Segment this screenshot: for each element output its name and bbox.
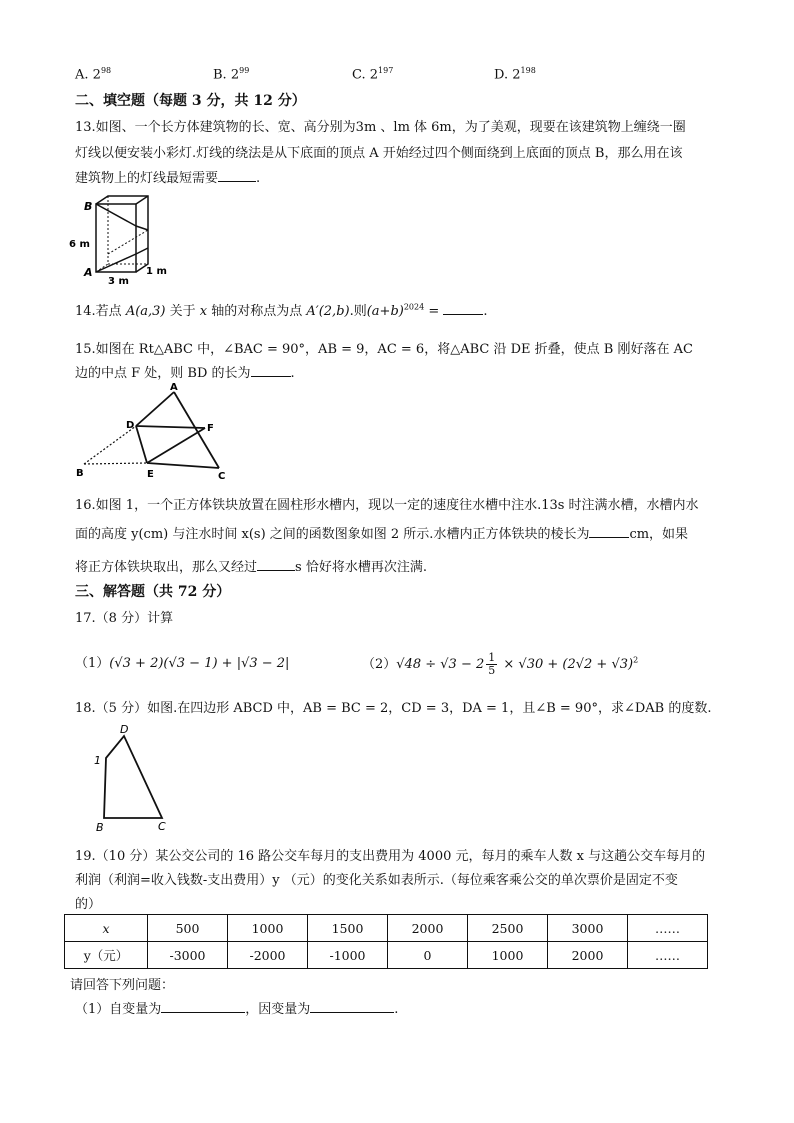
label-a: A xyxy=(170,382,178,393)
option-a: A. $2^{98}$ xyxy=(75,66,112,83)
q14-line: 14.若点 A(a,3) 关于 x 轴的对称点为点 A′(2,b).则$(a+b)^{2024}$ = . xyxy=(75,302,488,319)
segment-da xyxy=(136,392,174,426)
wire-segment-1 xyxy=(96,254,136,272)
q19-line2: 利润（利润=收入钱数-支出费用）y （元）的变化关系如表所示.（每位乘客乘公交的单次票价是固定不变 xyxy=(75,873,678,888)
table-cell: 1000 xyxy=(468,942,548,969)
label-b: B xyxy=(76,468,84,479)
triangle-fold-figure xyxy=(76,384,236,482)
table-cell: 3000 xyxy=(548,915,628,942)
label-a: 1 xyxy=(94,754,101,767)
q16-line3: 将正方体铁块取出，那么又经过 s 恰好将水槽再次注满. xyxy=(75,560,427,575)
q16-line2: 面的高度 y(cm) 与注水时间 x(s) 之间的函数图象如图 2 所示.水槽内正方体铁块的棱长为 cm，如果 xyxy=(75,527,689,542)
table-cell: -2000 xyxy=(228,942,308,969)
q19-line3: 的） xyxy=(75,897,102,912)
q17-title: 17.（8 分）计算 xyxy=(75,611,174,626)
wire-segment-2 xyxy=(136,248,148,254)
table-head-x: x xyxy=(65,915,148,942)
table-cell: 1500 xyxy=(308,915,388,942)
quadrilateral-abcd xyxy=(104,736,162,818)
label-e: E xyxy=(147,469,154,480)
table-row xyxy=(65,915,708,942)
q17-part2: （2）√48 ÷ √3 − 2 $\frac{1}{5}$ × $√30 + (2√2 + √3)^2$ xyxy=(362,651,639,677)
segment-ec xyxy=(147,463,219,468)
label-b: B xyxy=(84,200,93,213)
segment-de xyxy=(136,426,147,463)
label-c: C xyxy=(218,471,226,482)
q17-part1: （1）(√3 + 2)(√3 − 1) + |√3 − 2| xyxy=(75,656,290,671)
table-row xyxy=(65,942,708,969)
label-c: C xyxy=(158,820,166,833)
label-length: 3 m xyxy=(108,276,129,287)
table-head-y: y（元） xyxy=(65,942,148,969)
q19-table xyxy=(64,914,708,969)
q13-line3: 建筑物上的灯线最短需要 . xyxy=(75,171,261,186)
q17-fraction: $\frac{1}{5}$ xyxy=(488,651,496,677)
option-d: D. $2^{198}$ xyxy=(494,66,536,83)
label-d: D xyxy=(126,420,135,431)
table-cell: 500 xyxy=(148,915,228,942)
q16-line1: 16.如图 1，一个正方体铁块放置在圆柱形水槽内，现以一定的速度往水槽中注水.13s 时注满水槽，水槽内水 xyxy=(75,498,699,513)
q13-line2: 灯线以便安装小彩灯.灯线的绕法是从下底面的顶点 A 开始经过四个侧面绕到上底面的顶点 B，那么用在该 xyxy=(75,146,683,161)
option-b: B. $2^{99}$ xyxy=(213,66,250,83)
segment-bd-dashed xyxy=(84,426,136,464)
q19-prompt: 请回答下列问题： xyxy=(70,978,175,993)
table-cell: 2000 xyxy=(388,915,468,942)
table-cell: …… xyxy=(628,915,708,942)
table-cell: -3000 xyxy=(148,942,228,969)
label-a: A xyxy=(84,266,93,279)
table-cell: 2500 xyxy=(468,915,548,942)
table-cell: -1000 xyxy=(308,942,388,969)
option-c: C. $2^{197}$ xyxy=(352,66,394,83)
quadrilateral-figure xyxy=(90,722,180,832)
q13-line1: 13.如图、一个长方体建筑物的长、宽、高分别为3m 、lm 体 6m，为了美观，现要在该建筑物上缠绕一圈 xyxy=(75,120,686,135)
q19-line1: 19.（10 分）某公交公司的 16 路公交车每月的支出费用为 4000 元，每月的乘车人数 x 与这趟公交车每月的 xyxy=(75,849,706,864)
segment-fe xyxy=(147,428,205,463)
table-cell: …… xyxy=(628,942,708,969)
q19-sub1: （1）自变量为 ，因变量为 . xyxy=(75,1002,399,1017)
segment-be-dashed xyxy=(84,463,147,464)
table-cell: 0 xyxy=(388,942,468,969)
wire-segment-3 xyxy=(96,204,136,226)
wire-segment-4 xyxy=(136,226,148,230)
q18-text: 18.（5 分）如图.在四边形 ABCD 中，AB = BC = 2，CD = 3，DA = 1，且∠B = 90°，求∠DAB 的度数. xyxy=(75,701,712,716)
label-height: 6 m xyxy=(69,239,90,250)
q15-line2: 边的中点 F 处，则 BD 的长为 . xyxy=(75,366,295,381)
section-2-title: 二、填空题（每题 3 分，共 12 分） xyxy=(75,93,306,109)
section-3-title: 三、解答题（共 72 分） xyxy=(75,584,231,600)
label-f: F xyxy=(207,423,214,434)
label-b: B xyxy=(96,821,104,834)
table-cell: 2000 xyxy=(548,942,628,969)
label-width: 1 m xyxy=(146,266,167,277)
label-d: D xyxy=(120,723,129,736)
table-cell: 1000 xyxy=(228,915,308,942)
cuboid-figure xyxy=(69,192,182,287)
q15-line1: 15.如图在 Rt△ABC 中，∠BAC = 90°，AB = 9，AC = 6，将△ABC 沿 DE 折叠，使点 B 刚好落在 AC xyxy=(75,342,693,357)
